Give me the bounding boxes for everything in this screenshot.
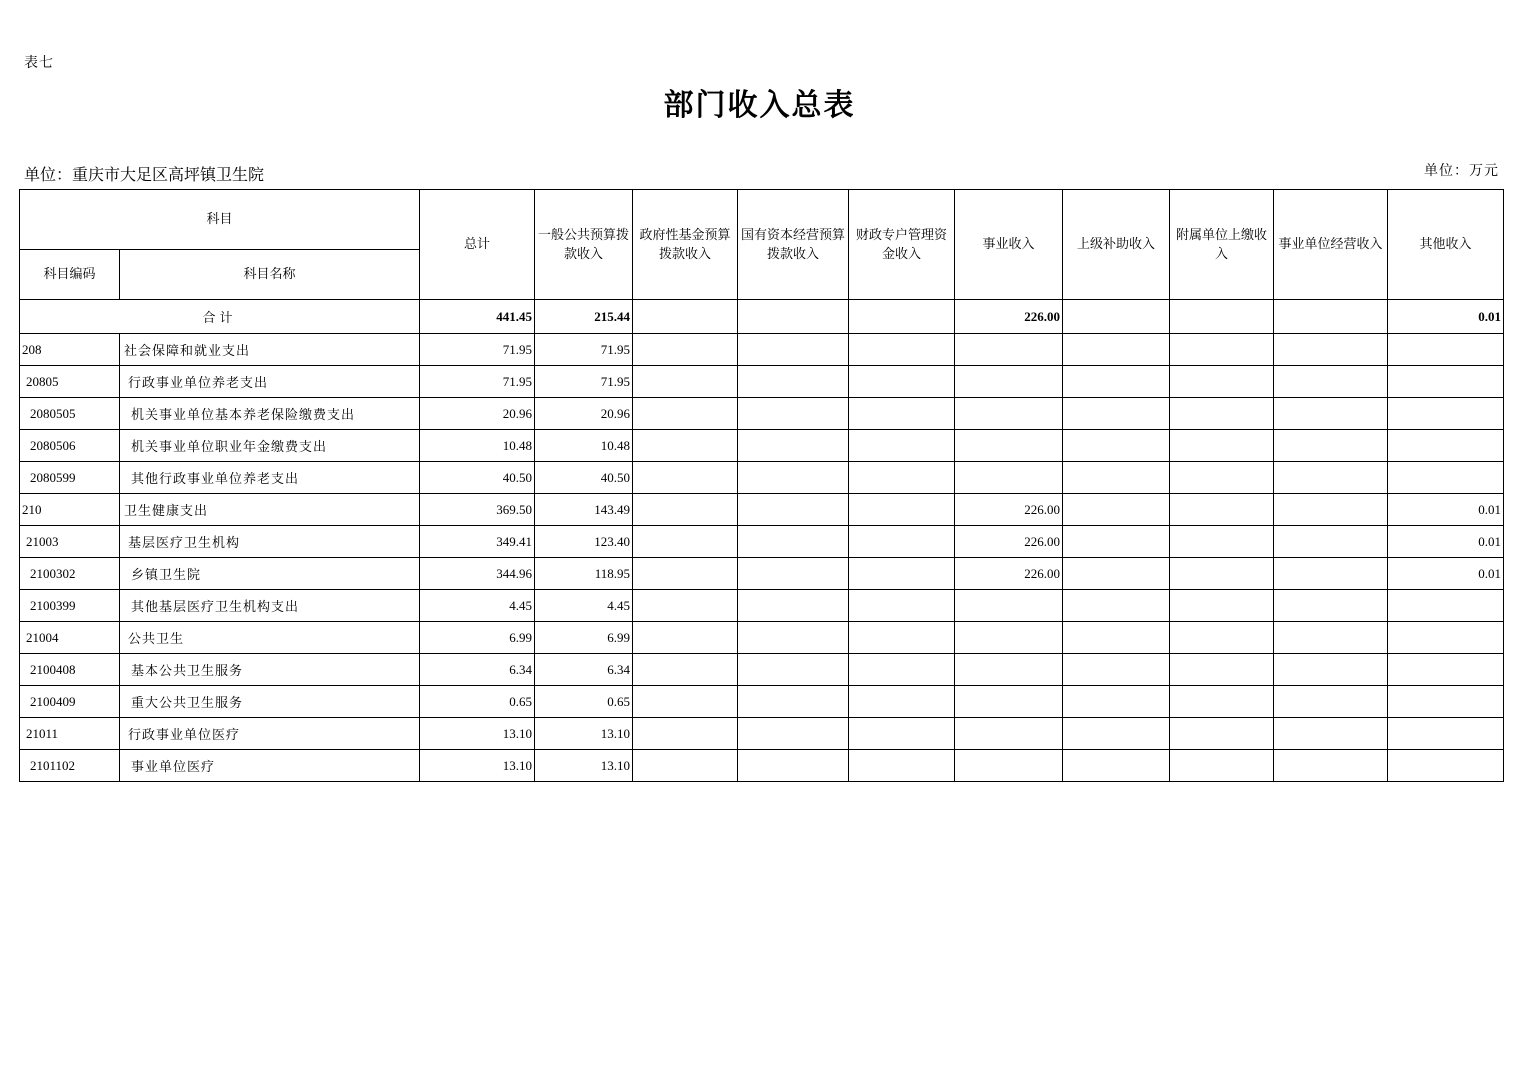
row-gov-fund	[633, 686, 738, 718]
row-name: 基本公共卫生服务	[120, 654, 420, 686]
row-gov-fund	[633, 430, 738, 462]
row-name: 机关事业单位基本养老保险缴费支出	[120, 398, 420, 430]
row-name: 事业单位医疗	[120, 750, 420, 782]
row-affiliated-payment	[1170, 398, 1274, 430]
unit-currency: 单位：万元	[1424, 163, 1499, 179]
header-affiliated-payment: 附属单位上缴收入	[1170, 190, 1274, 300]
row-fiscal-special	[849, 398, 955, 430]
row-general-budget: 71.95	[535, 334, 633, 366]
row-state-capital	[738, 686, 849, 718]
row-business-income	[955, 430, 1063, 462]
row-gov-fund	[633, 526, 738, 558]
row-superior-subsidy	[1063, 334, 1170, 366]
row-general-budget: 123.40	[535, 526, 633, 558]
row-operating-income	[1274, 558, 1388, 590]
row-code: 210	[20, 494, 120, 526]
row-fiscal-special	[849, 718, 955, 750]
row-total: 349.41	[420, 526, 535, 558]
row-total: 369.50	[420, 494, 535, 526]
row-superior-subsidy	[1063, 398, 1170, 430]
row-affiliated-payment	[1170, 590, 1274, 622]
row-affiliated-payment	[1170, 462, 1274, 494]
row-superior-subsidy	[1063, 430, 1170, 462]
table-number: 表七	[24, 55, 54, 71]
row-business-income	[955, 334, 1063, 366]
row-gov-fund	[633, 750, 738, 782]
row-code: 208	[20, 334, 120, 366]
header-state-capital: 国有资本经营预算拨款收入	[738, 190, 849, 300]
row-total: 71.95	[420, 366, 535, 398]
total-row	[20, 300, 1504, 334]
row-fiscal-special	[849, 590, 955, 622]
row-total: 10.48	[420, 430, 535, 462]
row-operating-income	[1274, 430, 1388, 462]
row-operating-income	[1274, 622, 1388, 654]
row-business-income	[955, 398, 1063, 430]
row-code: 21011	[20, 718, 120, 750]
row-state-capital	[738, 654, 849, 686]
row-fiscal-special	[849, 366, 955, 398]
row-operating-income	[1274, 494, 1388, 526]
row-other-income: 0.01	[1388, 494, 1504, 526]
total-affiliated-payment	[1170, 300, 1274, 334]
row-name: 其他行政事业单位养老支出	[120, 462, 420, 494]
row-fiscal-special	[849, 750, 955, 782]
row-affiliated-payment	[1170, 366, 1274, 398]
row-business-income	[955, 686, 1063, 718]
row-other-income	[1388, 590, 1504, 622]
total-state-capital	[738, 300, 849, 334]
total-gov-fund	[633, 300, 738, 334]
row-operating-income	[1274, 686, 1388, 718]
table-row	[20, 718, 1504, 750]
row-superior-subsidy	[1063, 494, 1170, 526]
row-operating-income	[1274, 366, 1388, 398]
row-gov-fund	[633, 366, 738, 398]
row-superior-subsidy	[1063, 654, 1170, 686]
row-gov-fund	[633, 718, 738, 750]
row-business-income: 226.00	[955, 526, 1063, 558]
row-business-income	[955, 462, 1063, 494]
table-row	[20, 558, 1504, 590]
row-state-capital	[738, 558, 849, 590]
row-general-budget: 13.10	[535, 718, 633, 750]
row-gov-fund	[633, 494, 738, 526]
row-total: 344.96	[420, 558, 535, 590]
header-name: 科目名称	[120, 250, 420, 300]
row-other-income	[1388, 334, 1504, 366]
row-state-capital	[738, 366, 849, 398]
page-title: 部门收入总表	[663, 88, 856, 123]
row-fiscal-special	[849, 334, 955, 366]
row-affiliated-payment	[1170, 558, 1274, 590]
row-other-income	[1388, 718, 1504, 750]
row-superior-subsidy	[1063, 526, 1170, 558]
row-business-income	[955, 366, 1063, 398]
row-fiscal-special	[849, 430, 955, 462]
header-gov-fund: 政府性基金预算拨款收入	[633, 190, 738, 300]
row-other-income: 0.01	[1388, 526, 1504, 558]
row-other-income: 0.01	[1388, 558, 1504, 590]
header-business-income: 事业收入	[955, 190, 1063, 300]
total-general-budget: 215.44	[535, 300, 633, 334]
row-code: 2100302	[20, 558, 120, 590]
table-row	[20, 494, 1504, 526]
income-summary-table	[19, 189, 1504, 782]
row-fiscal-special	[849, 526, 955, 558]
row-code: 2100409	[20, 686, 120, 718]
table-row	[20, 398, 1504, 430]
row-operating-income	[1274, 718, 1388, 750]
row-total: 6.34	[420, 654, 535, 686]
row-fiscal-special	[849, 654, 955, 686]
table-row	[20, 590, 1504, 622]
header-operating-income: 事业单位经营收入	[1274, 190, 1388, 300]
row-name: 社会保障和就业支出	[120, 334, 420, 366]
row-name: 卫生健康支出	[120, 494, 420, 526]
row-other-income	[1388, 398, 1504, 430]
row-other-income	[1388, 654, 1504, 686]
row-gov-fund	[633, 622, 738, 654]
row-name: 乡镇卫生院	[120, 558, 420, 590]
table-row	[20, 526, 1504, 558]
row-gov-fund	[633, 398, 738, 430]
row-total: 13.10	[420, 718, 535, 750]
total-superior-subsidy	[1063, 300, 1170, 334]
row-superior-subsidy	[1063, 366, 1170, 398]
row-gov-fund	[633, 462, 738, 494]
row-other-income	[1388, 366, 1504, 398]
row-general-budget: 0.65	[535, 686, 633, 718]
row-code: 20805	[20, 366, 120, 398]
row-name: 公共卫生	[120, 622, 420, 654]
row-code: 21003	[20, 526, 120, 558]
row-state-capital	[738, 334, 849, 366]
row-code: 2080506	[20, 430, 120, 462]
row-general-budget: 10.48	[535, 430, 633, 462]
row-affiliated-payment	[1170, 526, 1274, 558]
row-affiliated-payment	[1170, 494, 1274, 526]
row-general-budget: 6.99	[535, 622, 633, 654]
row-gov-fund	[633, 334, 738, 366]
row-name: 其他基层医疗卫生机构支出	[120, 590, 420, 622]
total-operating-income	[1274, 300, 1388, 334]
table-row	[20, 430, 1504, 462]
row-operating-income	[1274, 462, 1388, 494]
row-business-income	[955, 622, 1063, 654]
row-total: 20.96	[420, 398, 535, 430]
row-code: 2100408	[20, 654, 120, 686]
row-state-capital	[738, 718, 849, 750]
row-superior-subsidy	[1063, 686, 1170, 718]
row-name: 机关事业单位职业年金缴费支出	[120, 430, 420, 462]
row-code: 2080599	[20, 462, 120, 494]
row-operating-income	[1274, 590, 1388, 622]
row-business-income	[955, 654, 1063, 686]
row-name: 基层医疗卫生机构	[120, 526, 420, 558]
row-total: 13.10	[420, 750, 535, 782]
row-state-capital	[738, 526, 849, 558]
row-general-budget: 71.95	[535, 366, 633, 398]
row-general-budget: 4.45	[535, 590, 633, 622]
table-row	[20, 366, 1504, 398]
header-fiscal-special: 财政专户管理资金收入	[849, 190, 955, 300]
row-operating-income	[1274, 654, 1388, 686]
row-business-income: 226.00	[955, 558, 1063, 590]
row-fiscal-special	[849, 494, 955, 526]
header-other-income: 其他收入	[1388, 190, 1504, 300]
row-total: 6.99	[420, 622, 535, 654]
row-total: 40.50	[420, 462, 535, 494]
total-business-income: 226.00	[955, 300, 1063, 334]
header-row-1	[20, 190, 1504, 250]
row-business-income	[955, 718, 1063, 750]
row-superior-subsidy	[1063, 622, 1170, 654]
row-total: 4.45	[420, 590, 535, 622]
row-code: 21004	[20, 622, 120, 654]
row-general-budget: 118.95	[535, 558, 633, 590]
row-other-income	[1388, 686, 1504, 718]
row-name: 行政事业单位养老支出	[120, 366, 420, 398]
row-total: 0.65	[420, 686, 535, 718]
row-gov-fund	[633, 558, 738, 590]
row-code: 2101102	[20, 750, 120, 782]
row-general-budget: 6.34	[535, 654, 633, 686]
row-other-income	[1388, 462, 1504, 494]
header-total: 总计	[420, 190, 535, 300]
total-other-income: 0.01	[1388, 300, 1504, 334]
row-superior-subsidy	[1063, 718, 1170, 750]
row-total: 71.95	[420, 334, 535, 366]
total-label: 合计	[20, 300, 420, 334]
row-state-capital	[738, 430, 849, 462]
row-superior-subsidy	[1063, 590, 1170, 622]
table-row	[20, 462, 1504, 494]
table-row	[20, 622, 1504, 654]
row-general-budget: 13.10	[535, 750, 633, 782]
row-code: 2080505	[20, 398, 120, 430]
row-general-budget: 143.49	[535, 494, 633, 526]
unit-organization: 单位：重庆市大足区高坪镇卫生院	[24, 165, 265, 184]
header-code: 科目编码	[20, 250, 120, 300]
header-superior-subsidy: 上级补助收入	[1063, 190, 1170, 300]
row-state-capital	[738, 590, 849, 622]
row-other-income	[1388, 622, 1504, 654]
table-row	[20, 334, 1504, 366]
total-total: 441.45	[420, 300, 535, 334]
row-state-capital	[738, 462, 849, 494]
table-row	[20, 750, 1504, 782]
row-state-capital	[738, 398, 849, 430]
row-fiscal-special	[849, 462, 955, 494]
row-state-capital	[738, 494, 849, 526]
row-fiscal-special	[849, 622, 955, 654]
row-operating-income	[1274, 334, 1388, 366]
row-gov-fund	[633, 654, 738, 686]
row-operating-income	[1274, 750, 1388, 782]
row-affiliated-payment	[1170, 686, 1274, 718]
row-superior-subsidy	[1063, 750, 1170, 782]
row-affiliated-payment	[1170, 622, 1274, 654]
header-subject: 科目	[20, 190, 420, 250]
row-affiliated-payment	[1170, 750, 1274, 782]
row-general-budget: 20.96	[535, 398, 633, 430]
row-affiliated-payment	[1170, 430, 1274, 462]
row-business-income	[955, 590, 1063, 622]
row-state-capital	[738, 622, 849, 654]
table-row	[20, 686, 1504, 718]
row-superior-subsidy	[1063, 462, 1170, 494]
row-affiliated-payment	[1170, 718, 1274, 750]
row-superior-subsidy	[1063, 558, 1170, 590]
row-general-budget: 40.50	[535, 462, 633, 494]
row-name: 重大公共卫生服务	[120, 686, 420, 718]
row-affiliated-payment	[1170, 654, 1274, 686]
table-row	[20, 654, 1504, 686]
row-fiscal-special	[849, 686, 955, 718]
header-general-budget: 一般公共预算拨款收入	[535, 190, 633, 300]
row-state-capital	[738, 750, 849, 782]
row-affiliated-payment	[1170, 334, 1274, 366]
row-other-income	[1388, 430, 1504, 462]
row-code: 2100399	[20, 590, 120, 622]
total-fiscal-special	[849, 300, 955, 334]
row-business-income: 226.00	[955, 494, 1063, 526]
row-fiscal-special	[849, 558, 955, 590]
row-operating-income	[1274, 398, 1388, 430]
row-business-income	[955, 750, 1063, 782]
row-gov-fund	[633, 590, 738, 622]
row-name: 行政事业单位医疗	[120, 718, 420, 750]
row-operating-income	[1274, 526, 1388, 558]
row-other-income	[1388, 750, 1504, 782]
